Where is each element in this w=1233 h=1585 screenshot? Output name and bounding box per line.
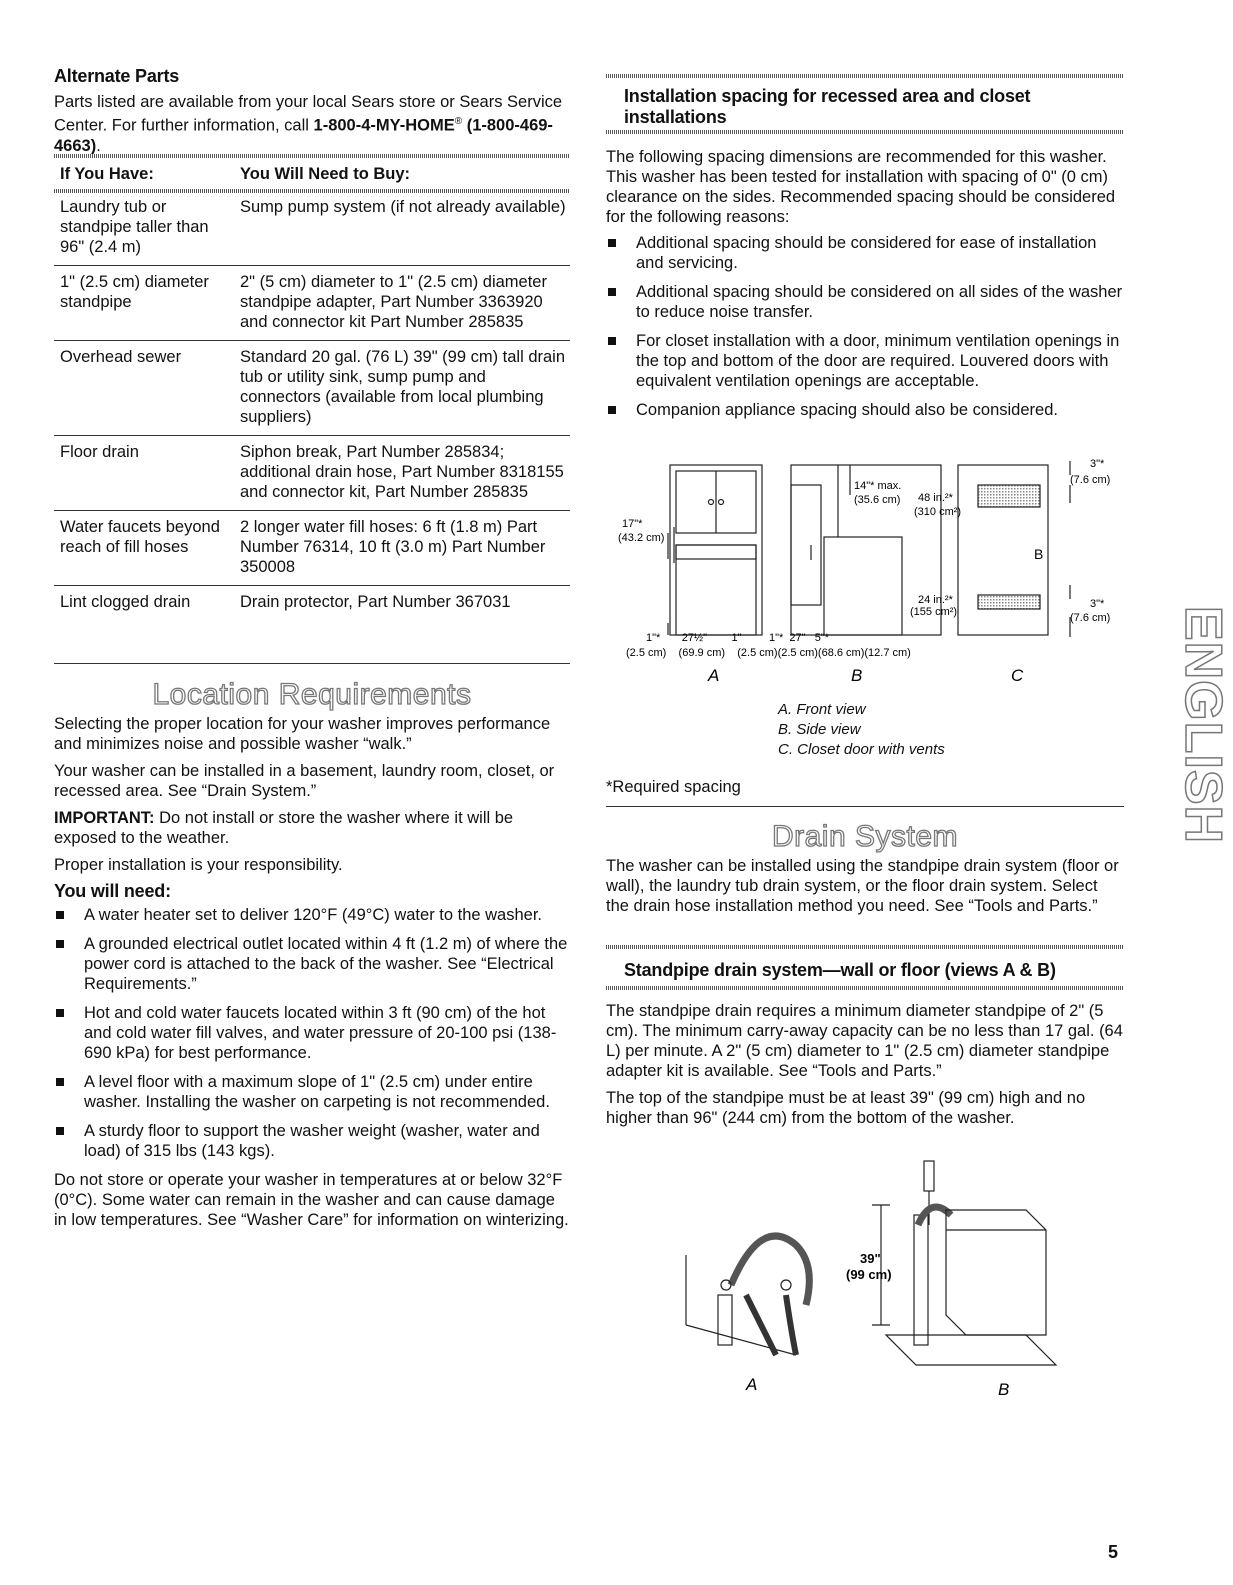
dim-24: 24 in.²* — [918, 594, 953, 606]
dim-17: 17"* — [622, 518, 643, 530]
spacing-intro: The following spacing dimensions are recommended for this washer. This washer has been tested for installation with spacing of 0" (0 cm) clearance on the sides. Recommended spacing should be considered for the following reasons: — [606, 148, 1116, 226]
spacing-top-rule — [606, 74, 1124, 78]
washer-illustration — [946, 1210, 1046, 1335]
drain-system-title: Drain System — [771, 820, 959, 853]
spacing-bottom-rule — [606, 130, 1124, 134]
faucet-icon — [781, 1280, 791, 1290]
floor-outline — [886, 1335, 1056, 1365]
drain-fig-label-b: B — [998, 1380, 1010, 1399]
list-item: Companion appliance spacing should also be considered. — [606, 400, 1124, 420]
table-row — [54, 266, 570, 341]
drain-dim-in: 39" — [860, 1251, 881, 1266]
spacing-section-rule — [606, 806, 1124, 807]
table-cell-buy: 2 longer water fill hoses: 6 ft (1.8 m) Part Number 76314, 10 ft (3.0 m) Part Number 350008 — [234, 511, 570, 586]
standpipe-body — [606, 1001, 1124, 1128]
table-header-have: If You Have: — [60, 165, 154, 183]
location-p4: Do not store or operate your washer in temperatures at or below 32°F (0°C). Some water can remain in the washer and can cause damage in low temperatures. See “Washer Care” for information on winterizing. — [54, 1171, 569, 1229]
table-cell-have: Water faucets beyond reach of fill hoses — [54, 511, 234, 586]
phone-number: 1-800-4-MY-HOME — [313, 116, 455, 135]
table-cell-have: 1" (2.5 cm) diameter standpipe — [54, 266, 234, 341]
faucet-icon — [721, 1280, 731, 1290]
parts-table — [54, 158, 570, 620]
location-p2: Your washer can be installed in a basement, laundry room, closet, or recessed area. See “Drain System.” — [54, 762, 555, 800]
outlet-icon — [924, 1161, 934, 1191]
required-spacing-note: *Required spacing — [606, 778, 741, 796]
table-row — [54, 436, 570, 511]
needs-list — [54, 905, 570, 1161]
dim-48: 48 in.²* — [918, 492, 953, 504]
parts-table-wrapper — [54, 154, 570, 620]
table-row — [54, 341, 570, 436]
table-header-row — [54, 158, 570, 191]
standpipe-p1: The standpipe drain requires a minimum diameter standpipe of 2" (5 cm). The minimum carry-away capacity can be no less than 17 gal. (64 L) per minute. A 2" (5 cm) diameter to 1" (2.5 cm) diameter standpipe adapter kit is available. See “Tools and Parts.” — [606, 1002, 1123, 1080]
door-letter: B — [1034, 546, 1044, 562]
standpipe-heading: Standpipe drain system—wall or floor (views A & B) — [624, 960, 1056, 980]
english-side-tab: ENGLISH — [1174, 605, 1232, 845]
list-item: A water heater set to deliver 120°F (49°C) water to the washer. — [54, 905, 570, 925]
list-item: Additional spacing should be considered for ease of installation and servicing. — [606, 233, 1124, 273]
drain-dim-cm: (99 cm) — [846, 1267, 892, 1282]
spacing-heading: Installation spacing for recessed area and closet installations — [624, 86, 1031, 127]
table-cell-buy: Siphon break, Part Number 285834; additional drain hose, Part Number 8318155 and connector kit, Part Number 285835 — [234, 436, 570, 511]
dim-3-top-cm: (7.6 cm) — [1070, 474, 1111, 486]
reasons-list — [606, 233, 1124, 420]
dim-3-top: 3"* — [1090, 458, 1105, 470]
page-number: 5 — [1108, 1542, 1119, 1562]
list-item: A level floor with a maximum slope of 1" (2.5 cm) under entire washer. Installing the washer on carpeting is not recommended. — [54, 1072, 570, 1112]
phone-number-digits: (1-800-469-4663) — [54, 116, 553, 155]
alternate-parts-heading: Alternate Parts — [54, 66, 180, 86]
knob-icon — [709, 500, 714, 505]
table-cell-have: Laundry tub or standpipe taller than 96" (2.4 m) — [54, 191, 234, 266]
dim-14: 14"* max. — [854, 480, 902, 492]
dim-48-cm: (310 cm²) — [914, 506, 962, 518]
list-item: Hot and cold water faucets located within 3 ft (90 cm) of the hot and cold water fill valves, and water pressure of 20-100 psi (138-690 kPa) for best performance. — [54, 1003, 570, 1063]
table-header-rule — [54, 189, 570, 193]
drain-fig-label-a: A — [746, 1375, 758, 1394]
dim-bottom-cm: (2.5 cm) (69.9 cm) (2.5 cm)(2.5 cm)(68.6 cm)(12.7 cm) — [626, 647, 911, 659]
spacing-figure — [606, 455, 1124, 685]
caption-c: C. Closet door with vents — [778, 741, 945, 758]
table-row — [54, 511, 570, 586]
caption-b: B. Side view — [778, 721, 861, 738]
table-row — [54, 586, 570, 621]
floor-standpipe — [914, 1215, 928, 1345]
table-cell-have: Overhead sewer — [54, 341, 234, 436]
standpipe-top-rule — [606, 945, 1124, 949]
alternate-parts-intro: Parts listed are available from your local Sears store or Sears Service Center. For further information, call 1-800-4-MY-HOME® (1-800-469-4663). — [54, 93, 563, 155]
dim-bottom-inches: 1"* 27½" 1" 1"* 27" 5"* — [646, 632, 830, 644]
table-cell-buy: 2" (5 cm) diameter to 1" (2.5 cm) diameter standpipe adapter, Part Number 3363920 and connector kit Part Number 285835 — [234, 266, 570, 341]
list-item: Additional spacing should be considered on all sides of the washer to reduce noise transfer. — [606, 282, 1124, 322]
spacing-body — [606, 147, 1124, 429]
table-cell-buy: Drain protector, Part Number 367031 — [234, 586, 570, 621]
list-item: A sturdy floor to support the washer weight (washer, water and load) of 315 lbs (143 kgs). — [54, 1121, 570, 1161]
caption-a: A. Front view — [778, 701, 866, 718]
fig-label-a: A — [708, 666, 720, 685]
fig-label-c: C — [1011, 666, 1024, 685]
drain-figure — [646, 1155, 1086, 1415]
figure-captions — [778, 700, 945, 760]
list-item: A grounded electrical outlet located within 4 ft (1.2 m) of where the power cord is attached to the back of the washer. See “Electrical Requirements.” — [54, 934, 570, 994]
location-p1: Selecting the proper location for your washer improves performance and minimizes noise and possible washer “walk.” — [54, 715, 551, 753]
table-cell-buy: Sump pump system (if not already available) — [234, 191, 570, 266]
parts-table-body — [54, 191, 570, 621]
dim-3-bot-cm: (7.6 cm) — [1070, 612, 1111, 624]
table-bottom-rule — [54, 663, 570, 664]
dim-3-bot: 3"* — [1090, 598, 1105, 610]
table-cell-have: Lint clogged drain — [54, 586, 234, 621]
dim-17-cm: (43.2 cm) — [618, 532, 665, 544]
side-view-washer — [824, 537, 902, 635]
location-important: IMPORTANT: Do not install or store the washer where it will be exposed to the weather. — [54, 809, 514, 847]
list-item: For closet installation with a door, minimum ventilation openings in the top and bottom of the door are required. Louvered doors with equivalent ventilation openings are acceptable. — [606, 331, 1124, 391]
location-requirements-title: Location Requirements — [152, 678, 472, 711]
standpipe-p2: The top of the standpipe must be at least 39" (99 cm) high and no higher than 96" (244 cm) from the bottom of the washer. — [606, 1089, 1086, 1127]
table-cell-buy: Standard 20 gal. (76 L) 39" (99 cm) tall drain tub or utility sink, sump pump and connectors (available from local plumbing suppliers) — [234, 341, 570, 436]
fig-label-b: B — [851, 666, 863, 685]
dim-24-cm: (155 cm²) — [910, 606, 958, 618]
dim-14-cm: (35.6 cm) — [854, 494, 901, 506]
bottom-vent — [978, 595, 1040, 609]
table-row — [54, 191, 570, 266]
table-cell-have: Floor drain — [54, 436, 234, 511]
drain-intro: The washer can be installed using the standpipe drain system (floor or wall), the laundry tub drain system, or the floor drain system. Select the drain hose installation method you need. See “Tools and Parts.” — [606, 857, 1119, 915]
drain-hose — [731, 1236, 809, 1305]
fill-hose-cold — [786, 1295, 796, 1355]
knob-icon — [719, 500, 724, 505]
table-header-buy: You Will Need to Buy: — [240, 165, 411, 183]
location-p3: Proper installation is your responsibility. — [54, 856, 343, 874]
location-requirements-body — [54, 714, 570, 1230]
you-will-need-heading: You will need: — [54, 881, 171, 901]
top-vent — [978, 485, 1040, 507]
standpipe-bottom-rule — [606, 986, 1124, 990]
